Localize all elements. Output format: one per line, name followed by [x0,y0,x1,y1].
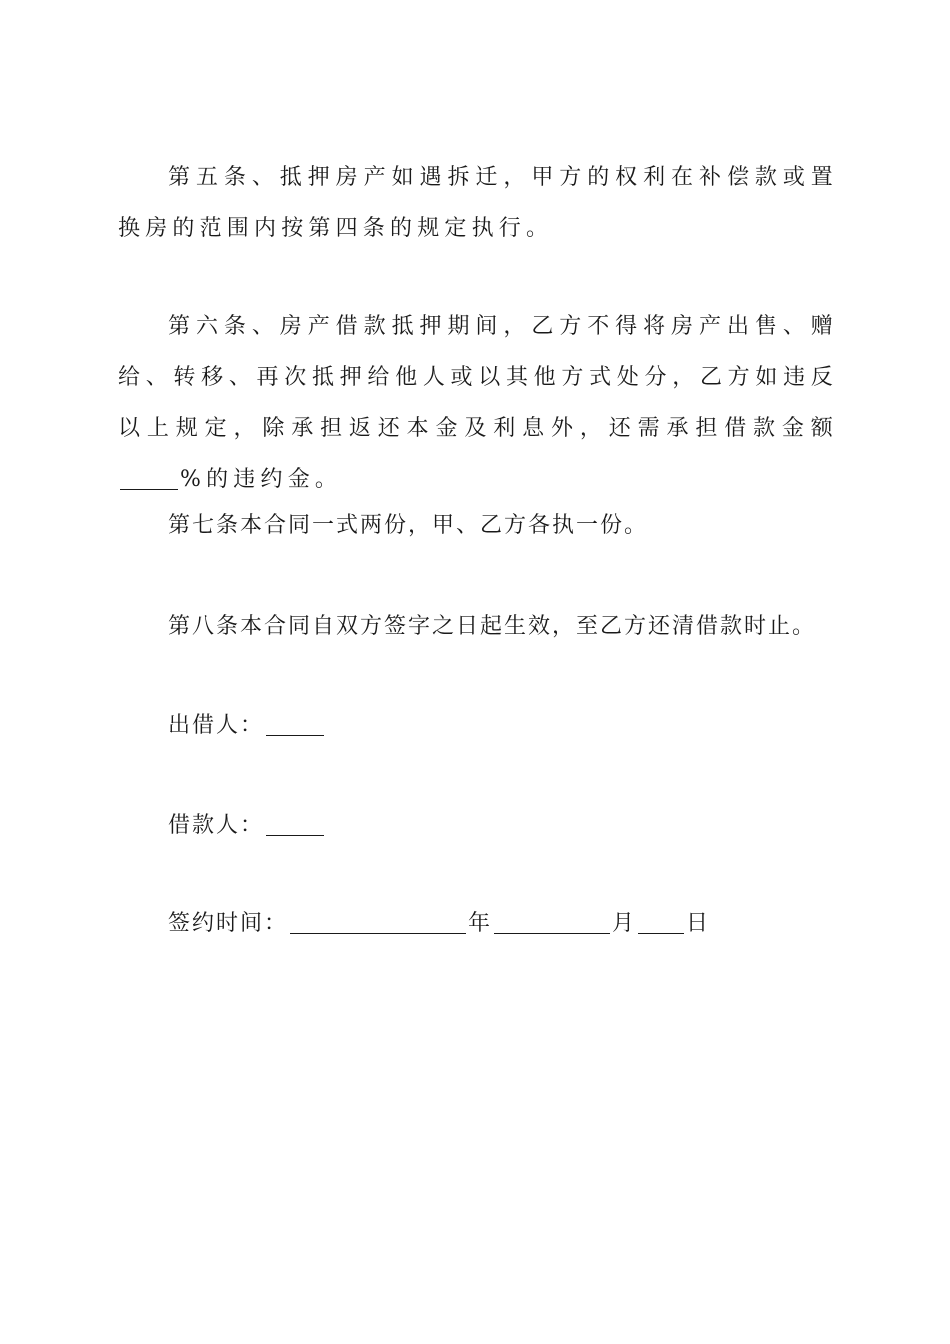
month-blank [494,913,610,934]
year-blank [290,913,466,934]
borrower-label: 借款人： [168,813,265,838]
article-5-text: 第五条、抵押房产如遇拆迁，甲方的权利在补偿款或置换房的范围内按第四条的规定执行。 [118,165,838,241]
borrower-blank [266,815,324,836]
article-6-tail: %的违约金。 [180,467,343,492]
article-5 [118,152,838,254]
penalty-percent-blank [120,469,178,490]
lender-signature-line [168,711,326,741]
article-8-text: 第八条本合同自双方签字之日起生效，至乙方还清借款时止。 [168,614,817,639]
month-label: 月 [612,911,637,936]
sign-date-line [168,909,710,939]
article-7 [168,511,648,541]
day-blank [638,913,684,934]
day-label: 日 [686,911,711,936]
borrower-signature-line [168,811,326,841]
sign-date-label: 签约时间： [168,911,289,936]
article-7-text: 第七条本合同一式两份，甲、乙方各执一份。 [168,513,649,538]
lender-blank [266,715,324,736]
article-6 [118,301,838,505]
article-6-text: 第六条、房产借款抵押期间，乙方不得将房产出售、赠给、转移、再次抵押给他人或以其他方式处分，乙方如违反以上规定，除承担返还本金及利息外，还需承担借款金额 [118,314,838,441]
year-label: 年 [468,911,493,936]
lender-label: 出借人： [168,713,265,738]
article-8 [168,612,816,642]
